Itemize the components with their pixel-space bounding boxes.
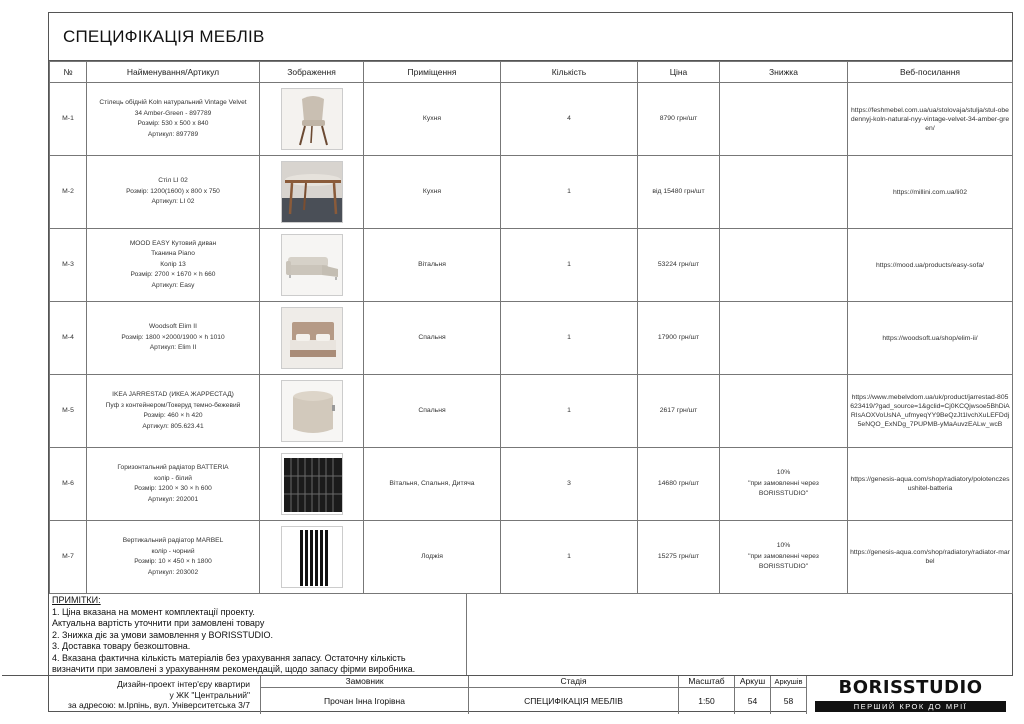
spec-table bbox=[49, 61, 1013, 594]
notes-title: ПРИМІТКИ: bbox=[52, 595, 101, 605]
item-quantity: 1 bbox=[501, 302, 638, 375]
brand-logo bbox=[806, 676, 1013, 714]
sheet-label: Аркуш bbox=[734, 676, 770, 688]
item-image-cell bbox=[260, 448, 364, 521]
stage-label: Стадія bbox=[468, 676, 678, 688]
table-row bbox=[50, 375, 1013, 448]
brand-name: BORISSTUDIO bbox=[838, 677, 983, 698]
chair-icon bbox=[281, 88, 343, 150]
item-price: 53224 грн/шт bbox=[638, 229, 720, 302]
item-description: Стіл LI 02 Розмір: 1200(1600) х 800 х 750 Артикул: LI 02 bbox=[87, 156, 260, 229]
note-line: визначити при замовлені з урахуванням рекомендацій, щодо запасу фірми виробника. bbox=[52, 664, 416, 674]
item-description: Горизонтальний радіатор BATTERIA колір - білий Розмір: 1200 × 30 × h 600 Артикул: 202001 bbox=[87, 448, 260, 521]
bed-icon bbox=[281, 307, 343, 369]
note-line: 3. Доставка товару безкоштовна. bbox=[52, 641, 191, 651]
col-header-url: Веб-посилання bbox=[848, 62, 1013, 83]
table-icon bbox=[281, 161, 343, 223]
pouf-icon bbox=[281, 380, 343, 442]
page-title: СПЕЦИФІКАЦІЯ МЕБЛІВ bbox=[63, 27, 265, 46]
item-description: IKEA JARRESTAD (ИКЕА ЖАРРЕСТАД) Пуф з контейнером/Токеруд темно-бежевий Розмір: 460 × h 420 Артикул: 805.623.41 bbox=[87, 375, 260, 448]
item-price: 15275 грн/шт bbox=[638, 521, 720, 594]
item-discount bbox=[720, 302, 848, 375]
client-label: Замовник bbox=[260, 676, 468, 688]
col-header-quantity: Кількість bbox=[501, 62, 638, 83]
table-row bbox=[50, 156, 1013, 229]
table-row bbox=[50, 302, 1013, 375]
item-description: MOOD EASY Кутовий диван Тканина Piano Колір 13 Розмір: 2700 × 1670 × h 660 Артикул: Easy bbox=[87, 229, 260, 302]
item-room: Спальня bbox=[364, 375, 501, 448]
item-url[interactable]: https://mood.ua/products/easy-sofa/ bbox=[848, 229, 1013, 302]
item-room: Кухня bbox=[364, 83, 501, 156]
radiator-vertical-icon bbox=[281, 526, 343, 588]
item-number: М-1 bbox=[50, 83, 87, 156]
brand-tagline: ПЕРШИЙ КРОК ДО МРІЇ bbox=[815, 701, 1006, 712]
item-discount bbox=[720, 229, 848, 302]
item-number: М-2 bbox=[50, 156, 87, 229]
item-discount bbox=[720, 375, 848, 448]
item-discount: 10% "при замовленні через BORISSTUDIO" bbox=[720, 521, 848, 594]
item-image-cell bbox=[260, 83, 364, 156]
item-room: Кухня bbox=[364, 156, 501, 229]
sofa-icon bbox=[281, 234, 343, 296]
note-line: 2. Знижка діє за умови замовлення у BORISSTUDIO. bbox=[52, 629, 273, 640]
item-url[interactable]: https://genesis-aqua.com/shop/radiatory/radiator-marbel bbox=[848, 521, 1013, 594]
title-stamp bbox=[2, 675, 1013, 713]
item-price: 14680 грн/шт bbox=[638, 448, 720, 521]
item-room: Вітальня bbox=[364, 229, 501, 302]
item-room: Спальня bbox=[364, 302, 501, 375]
item-number: М-5 bbox=[50, 375, 87, 448]
note-line: 4. Вказана фактична кількість матеріалів без урахування запасу. Остаточну кількість bbox=[52, 652, 406, 663]
item-url[interactable]: https://genesis-aqua.com/shop/radiatory/polotenczesushitel-batteria bbox=[848, 448, 1013, 521]
sheets-total-label: Аркушів bbox=[770, 676, 806, 688]
item-url[interactable]: https://millini.com.ua/li02 bbox=[848, 156, 1013, 229]
stage-value: СПЕЦИФІКАЦІЯ МЕБЛІВ bbox=[468, 688, 678, 714]
item-price: 8790 грн/шт bbox=[638, 83, 720, 156]
sheet-value: 54 bbox=[734, 688, 770, 714]
col-header-name: Найменування/Артикул bbox=[87, 62, 260, 83]
notes-block bbox=[49, 593, 467, 675]
project-info: Дизайн-проект інтер'єру квартири у ЖК "Центральний" за адресою: м.Ірпінь, вул. Університетська 3/7 bbox=[67, 679, 250, 710]
item-discount bbox=[720, 156, 848, 229]
item-quantity: 3 bbox=[501, 448, 638, 521]
item-description: Woodsoft Elim II Розмір: 1800 ×2000/1900 × h 1010 Артикул: Elim II bbox=[87, 302, 260, 375]
spec-sheet bbox=[48, 12, 1013, 712]
item-price: 2617 грн/шт bbox=[638, 375, 720, 448]
col-header-price: Ціна bbox=[638, 62, 720, 83]
col-header-number: № bbox=[50, 62, 87, 83]
title-block bbox=[49, 13, 1012, 61]
table-row bbox=[50, 83, 1013, 156]
item-price: від 15480 грн/шт bbox=[638, 156, 720, 229]
item-image-cell bbox=[260, 302, 364, 375]
col-header-discount: Знижка bbox=[720, 62, 848, 83]
item-number: М-7 bbox=[50, 521, 87, 594]
table-row bbox=[50, 229, 1013, 302]
client-value: Прочан Інна Ігорівна bbox=[260, 688, 468, 714]
item-url[interactable]: https://www.mebelvdom.ua/uk/product/jarrestad-805623419/?gad_source=1&gclid=Cj0KCQjwsoe5BhDiARIsAOXVoUsNA_ufmyeqYY9BeQzJt1lvchXuLEFDdj5eNQO_ExNDg_7PUPMB-yMaAuvzEALw_wcB bbox=[848, 375, 1013, 448]
item-description: Вертикальний радіатор MARBEL колір - чорний Розмір: 10 × 450 × h 1800 Артикул: 203002 bbox=[87, 521, 260, 594]
item-url[interactable]: https://feshmebel.com.ua/ua/stolovaja/stulja/stul-obedennyj-koln-natural-nyy-vintage-velvet-34-amber-green/ bbox=[848, 83, 1013, 156]
item-quantity: 1 bbox=[501, 521, 638, 594]
item-number: М-6 bbox=[50, 448, 87, 521]
item-image-cell bbox=[260, 156, 364, 229]
sheets-total-value: 58 bbox=[770, 688, 806, 714]
col-header-room: Приміщення bbox=[364, 62, 501, 83]
item-quantity: 1 bbox=[501, 156, 638, 229]
item-quantity: 1 bbox=[501, 375, 638, 448]
item-discount: 10% "при замовленні через BORISSTUDIO" bbox=[720, 448, 848, 521]
item-discount bbox=[720, 83, 848, 156]
note-line: 1. Ціна вказана на момент комплектації проекту. bbox=[52, 606, 255, 617]
item-room: Лоджія bbox=[364, 521, 501, 594]
item-number: М-3 bbox=[50, 229, 87, 302]
table-row bbox=[50, 448, 1013, 521]
item-number: М-4 bbox=[50, 302, 87, 375]
item-quantity: 4 bbox=[501, 83, 638, 156]
note-line: Актуальна вартість уточнити при замовлені товару bbox=[52, 618, 265, 628]
item-quantity: 1 bbox=[501, 229, 638, 302]
radiator-horizontal-icon bbox=[281, 453, 343, 515]
table-header-row bbox=[50, 62, 1013, 83]
item-image-cell bbox=[260, 229, 364, 302]
scale-label: Масштаб bbox=[678, 676, 734, 688]
table-row bbox=[50, 521, 1013, 594]
item-image-cell bbox=[260, 521, 364, 594]
col-header-image: Зображення bbox=[260, 62, 364, 83]
item-room: Вітальня, Спальня, Дитяча bbox=[364, 448, 501, 521]
item-image-cell bbox=[260, 375, 364, 448]
item-price: 17900 грн/шт bbox=[638, 302, 720, 375]
item-description: Стілець обідній Koln натуральний Vintage Velvet 34 Amber-Green - 897789 Розмір: 530 х 500 х 840 Артикул: 897789 bbox=[87, 83, 260, 156]
item-url[interactable]: https://woodsoft.ua/shop/elim-ii/ bbox=[848, 302, 1013, 375]
scale-value: 1:50 bbox=[678, 688, 734, 714]
